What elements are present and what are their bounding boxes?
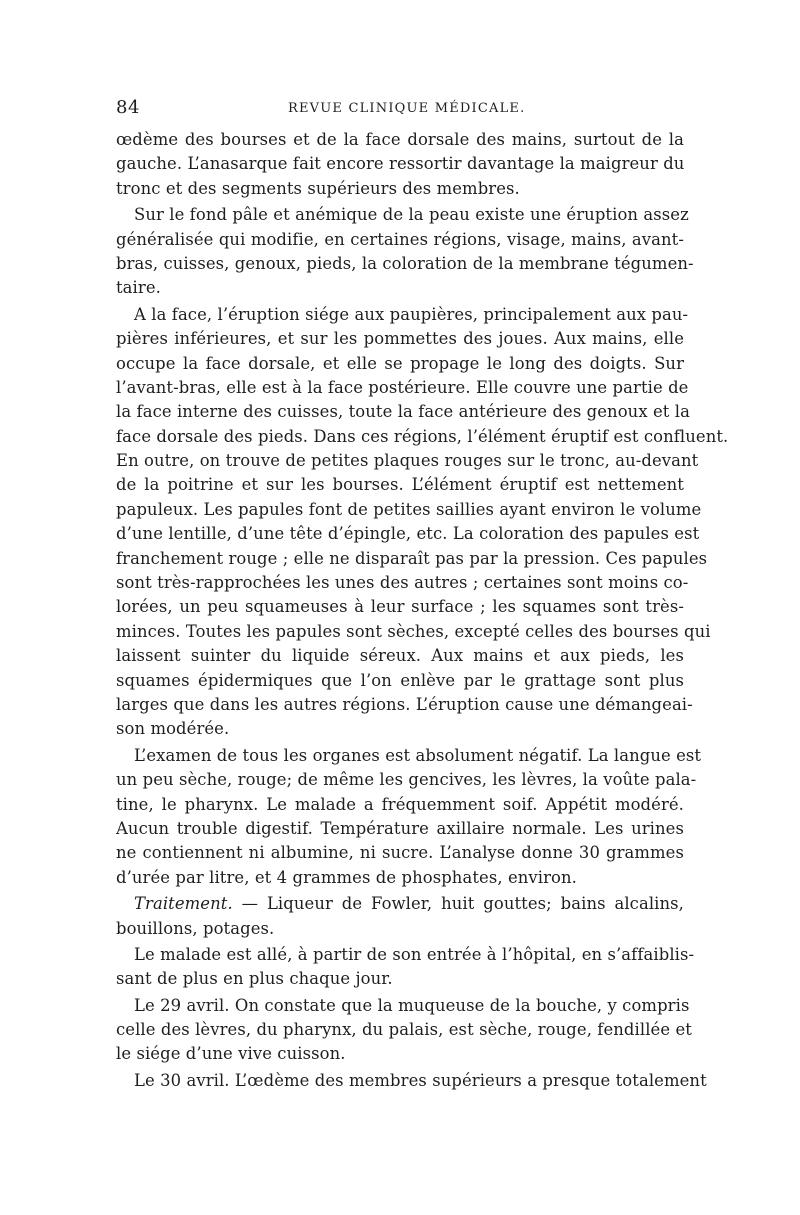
text-line: face dorsale des pieds. Dans ces régions, l’élément éruptif est confluent. (116, 426, 729, 446)
text-line: pières inférieures, et sur les pommettes des joues. Aux mains, elle (116, 329, 684, 349)
text-line: un peu sèche, rouge; de même les gencives, les lèvres, la voûte pala- (116, 770, 697, 790)
text-line: laissent suinter du liquide séreux. Aux mains et aux pieds, les (116, 646, 684, 666)
text-line: Le 29 avril. On constate que la muqueuse de la bouche, y compris (134, 995, 690, 1015)
text-line: sant de plus en plus chaque jour. (116, 969, 393, 989)
text-line: Le 30 avril. L’œdème des membres supérieurs a presque totalement (134, 1070, 707, 1090)
text-line: Aucun trouble digestif. Température axillaire normale. Les urines (116, 818, 684, 838)
text-line: son modérée. (116, 719, 230, 739)
text-line: œdème des bourses et de la face dorsale des mains, surtout de la (116, 130, 684, 149)
text-line: taire. (116, 278, 161, 298)
text-line: la face interne des cuisses, toute la face antérieure des genoux et la (116, 402, 690, 422)
paragraph (116, 943, 695, 992)
text-line: bouillons, potages. (116, 918, 275, 938)
page-number: 84 (116, 97, 140, 118)
text-line: L’examen de tous les organes est absolument négatif. La langue est (134, 745, 702, 765)
paragraph (116, 303, 729, 742)
text-line: de la poitrine et sur les bourses. L’élément éruptif est nettement (116, 475, 684, 495)
paragraph (116, 994, 692, 1067)
text-line: bras, cuisses, genoux, pieds, la coloration de la membrane tégumen- (116, 253, 694, 273)
text-line: ne contiennent ni albumine, ni sucre. L’analyse donne 30 grammes (116, 843, 684, 863)
text-line-content: — Liqueur de Fowler, huit gouttes; bains alcalins, (232, 894, 684, 914)
text-line: En outre, on trouve de petites plaques rouges sur le tronc, au-devant (116, 451, 699, 471)
text-line: occupe la face dorsale, et elle se propage le long des doigts. Sur (116, 353, 684, 373)
text-line: squames épidermiques que l’on enlève par le grattage sont plus (116, 670, 684, 690)
text-line: l’avant-bras, elle est à la face postérieure. Elle couvre une partie de (116, 377, 689, 397)
page-header (116, 97, 684, 123)
text-line: sont très-rapprochées les unes des autres ; certaines sont moins co- (116, 573, 689, 593)
text-line: d’urée par litre, et 4 grammes de phosphates, environ. (116, 867, 577, 887)
text-line: celle des lèvres, du pharynx, du palais, est sèche, rouge, fendillée et (116, 1020, 692, 1040)
text-line: tine, le pharynx. Le malade a fréquemment soif. Appétit modéré. (116, 794, 684, 814)
paragraph (116, 744, 702, 890)
paragraph (116, 128, 684, 201)
text-line: le siége d’une vive cuisson. (116, 1044, 346, 1064)
text-line: larges que dans les autres régions. L’éruption cause une démangeai- (116, 694, 693, 714)
paragraph (116, 1069, 707, 1093)
text-line: généralisée qui modifie, en certaines régions, visage, mains, avant- (116, 229, 684, 249)
text-line: tronc et des segments supérieurs des membres. (116, 178, 520, 198)
text-line: lorées, un peu squameuses à leur surface ; les squames sont très- (116, 597, 684, 617)
running-title: REVUE CLINIQUE MÉDICALE. (288, 101, 526, 116)
text-line: gauche. L’anasarque fait encore ressortir davantage la maigreur du (116, 154, 685, 174)
text-line: d’une lentille, d’une tête d’épingle, etc. La coloration des papules est (116, 524, 700, 544)
text-line: Le malade est allé, à partir de son entrée à l’hôpital, en s’affaiblis- (134, 944, 695, 964)
text-line: Sur le fond pâle et anémique de la peau existe une éruption assez (134, 205, 689, 225)
body-text (116, 128, 729, 1095)
text-line (116, 892, 684, 916)
text-line: minces. Toutes les papules sont sèches, excepté celles des bourses qui (116, 621, 711, 641)
section-label: Traitement. (134, 894, 233, 914)
text-line: franchement rouge ; elle ne disparaît pas par la pression. Ces papules (116, 548, 708, 568)
text-line: papuleux. Les papules font de petites saillies ayant environ le volume (116, 499, 702, 519)
paragraph (116, 203, 694, 301)
paragraph (116, 892, 684, 941)
text-line: A la face, l’éruption siége aux paupières, principalement aux pau- (134, 304, 689, 324)
